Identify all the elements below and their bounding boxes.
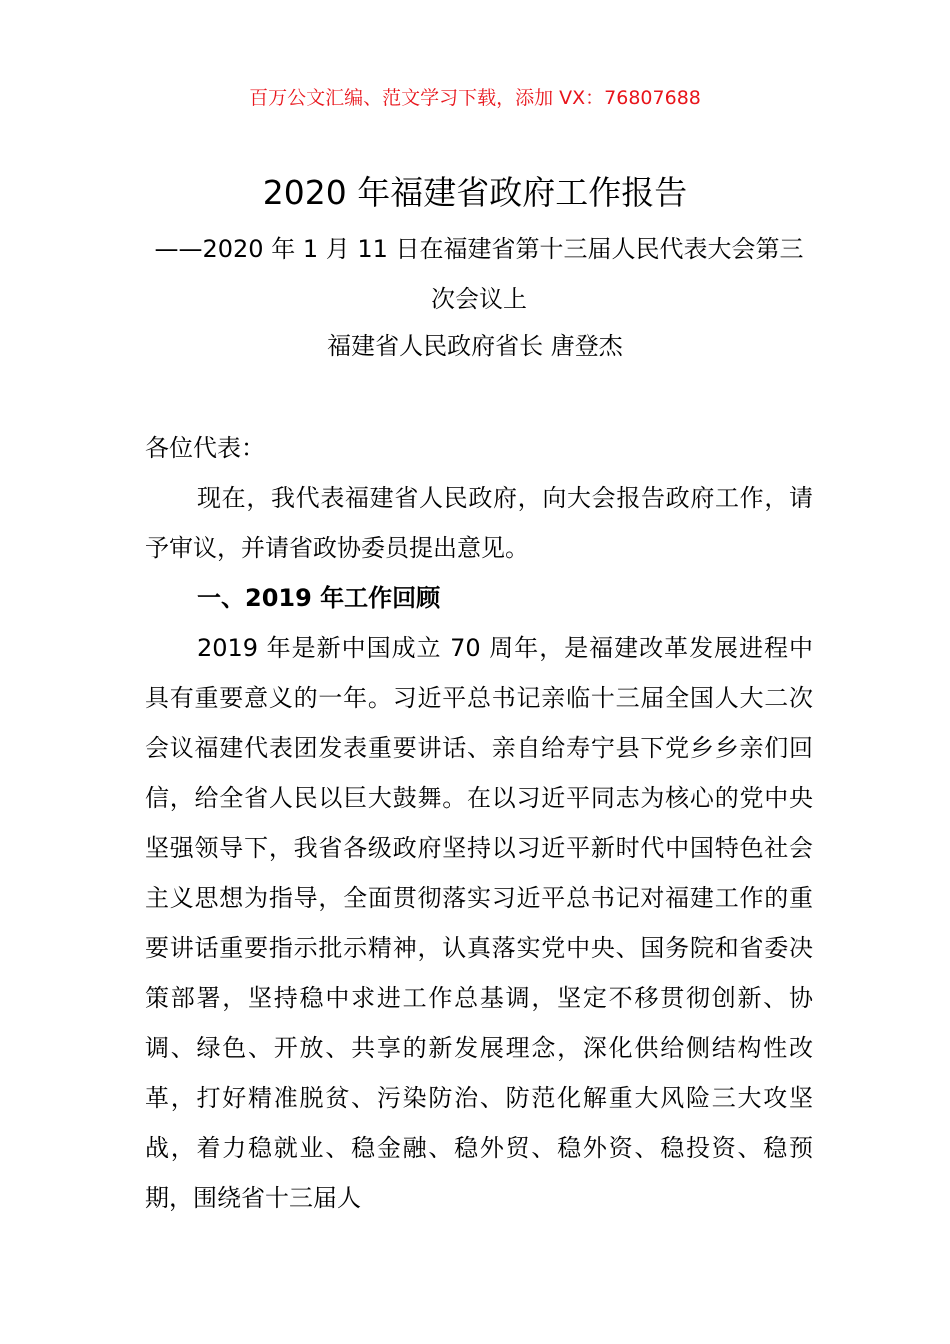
review-paragraph: 2019 年是新中国成立 70 周年，是福建改革发展进程中具有重要意义的一年。习近平总书记亲临十三届全国人大二次会议福建代表团发表重要讲话、亲自给寿宁县下党乡乡亲们回信，给全省人民以巨大鼓舞。在以习近平同志为核心的党中央坚强领导下，我省各级政府坚持以习近平新时代中国特色社会主义思想为指导，全面贯彻落实习近平总书记对福建工作的重要讲话重要指示批示精神，认真落实党中央、国务院和省委决策部署，坚持稳中求进工作总基调，坚定不移贯彻创新、协调、绿色、开放、共享的新发展理念，深化供给侧结构性改革，打好精准脱贫、污染防治、防范化解重大风险三大攻坚战，着力稳就业、稳金融、稳外贸、稳外资、稳投资、稳预期，围绕省十三届人 — [145, 634, 813, 1212]
intro-paragraph: 现在，我代表福建省人民政府，向大会报告政府工作，请予审议，并请省政协委员提出意见。 — [145, 484, 813, 562]
document-subtitle: ——2020 年 1 月 11 日在福建省第十三届人民代表大会第三次会议上 — [154, 235, 804, 313]
salutation: 各位代表： — [145, 434, 265, 462]
document-body — [145, 423, 813, 1223]
watermark-banner: 百万公文汇编、范文学习下载，添加 VX：76807688 — [249, 87, 701, 109]
section-heading: 一、2019 年工作回顾 — [197, 584, 441, 612]
document-title: 2020 年福建省政府工作报告 — [262, 173, 688, 212]
document-author: 福建省人民政府省长 唐登杰 — [327, 332, 623, 360]
